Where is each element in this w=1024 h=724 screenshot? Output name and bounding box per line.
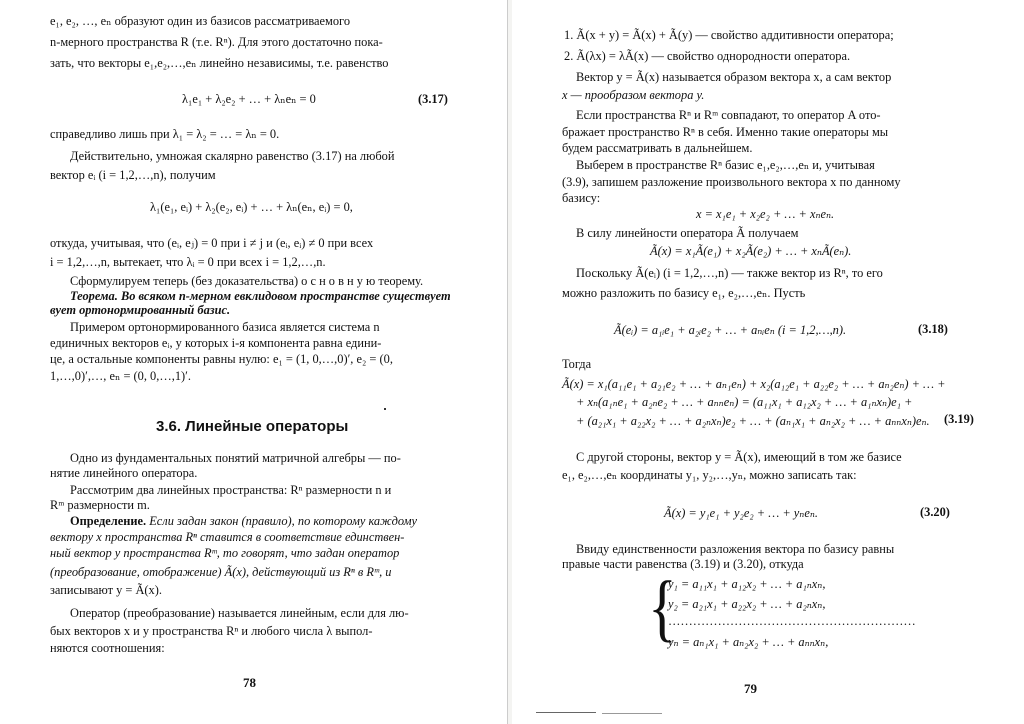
definition-text: (преобразование, отображение) Ã(x), действующий из Rⁿ в Rᵐ, и <box>50 565 392 579</box>
text-line: правые части равенства (3.19) и (3.20), откуда <box>562 557 804 571</box>
theorem-text: Во всяком n-мерном евклидовом пространстве существует <box>120 289 451 303</box>
definition-text: Если задан закон (правило), по которому каждому <box>149 514 418 528</box>
text-line: зать, что векторы e₁,e₂,…,eₙ линейно независимы, т.е. равенство <box>50 56 389 70</box>
text-line: Рассмотрим два линейных пространства: Rⁿ размерности n и <box>70 483 392 497</box>
equation-number: (3.17) <box>418 92 448 106</box>
definition-text: ный вектор y пространства Rᵐ, то говорят, что задан оператор <box>50 546 400 560</box>
left-page <box>0 0 508 724</box>
text-line: 1. Ã(x + y) = Ã(x) + Ã(y) — свойство аддитивности оператора; <box>564 28 894 42</box>
text-line: можно разложить по базису e₁, e₂,…,eₙ. Пусть <box>562 286 806 300</box>
theorem <box>70 289 451 304</box>
text-line: x — прообразом вектора y. <box>562 88 705 102</box>
text-line: Тогда <box>562 357 592 371</box>
text-line: записывают y = Ã(x). <box>50 583 162 597</box>
text-line: вектор eᵢ (i = 1,2,…,n), получим <box>50 168 216 182</box>
text-line: справедливо лишь при λ₁ = λ₂ = … = λₙ = 0. <box>50 127 280 141</box>
text-line: Примером ортонормированного базиса является система n <box>70 320 380 334</box>
text-line: 2. Ã(λx) = λÃ(x) — свойство однородности оператора. <box>564 49 851 63</box>
text-line: Сформулируем теперь (без доказательства) о с н о в н у ю теорему. <box>70 274 424 288</box>
page-number: 79 <box>744 681 757 696</box>
equation-ax: Ã(x) = x₁Ã(e₁) + x₂Ã(e₂) + … + xₙÃ(eₙ). <box>650 244 852 258</box>
equation-3-19-line: + xₙ(a₁ₙe₁ + a₂ₙe₂ + … + aₙₙeₙ) = (a₁₁x₁ + a₁₂x₂ + … + a₁ₙxₙ)e₁ + <box>576 395 913 409</box>
equation-x: x = x₁e₁ + x₂e₂ + … + xₙeₙ. <box>696 207 835 221</box>
speck <box>384 408 386 410</box>
text-line: единичных векторов eᵢ, у которых i-я компонента равна едини- <box>50 336 382 350</box>
definition-label: Определение. <box>70 514 147 528</box>
text-line: i = 1,2,…,n, вытекает, что λᵢ = 0 при всех i = 1,2,…,n. <box>50 255 326 269</box>
page-number: 78 <box>243 675 256 690</box>
section-heading: 3.6. Линейные операторы <box>156 418 349 435</box>
system-line: yₙ = aₙ₁x₁ + aₙ₂x₂ + … + aₙₙxₙ, <box>668 635 829 649</box>
text-line: Одно из фундаментальных понятий матричной алгебры — по- <box>70 451 401 465</box>
text-line: В силу линейности оператора Ã получаем <box>576 226 799 240</box>
text-line: откуда, учитывая, что (eᵢ, eⱼ) = 0 при i ≠ j и (eᵢ, eᵢ) ≠ 0 при всех <box>50 236 374 250</box>
text-line: Оператор (преобразование) называется линейным, если для лю- <box>70 606 409 620</box>
scan-line <box>536 712 596 713</box>
equation-number: (3.20) <box>920 505 950 519</box>
right-page <box>512 0 1024 724</box>
text-line: Действительно, умножая скалярно равенство (3.17) на любой <box>70 149 395 163</box>
equation-3-18: Ã(eᵢ) = a₁ᵢe₁ + a₂ᵢe₂ + … + aₙᵢeₙ (i = 1,2,…,n). <box>614 323 847 337</box>
definition <box>70 514 417 529</box>
system-line: y₁ = a₁₁x₁ + a₁₂x₂ + … + a₁ₙxₙ, <box>668 577 826 591</box>
definition-text: вектору x пространства Rⁿ ставится в соответствие единствен- <box>50 530 405 544</box>
system-brace: { <box>648 566 677 649</box>
system-line: y₂ = a₂₁x₁ + a₂₂x₂ + … + a₂ₙxₙ, <box>668 597 826 611</box>
text-line: це, а остальные компоненты равны нулю: e₁ = (1, 0,…,0)′, e₂ = (0, <box>50 352 393 366</box>
text-line: няются соотношения: <box>50 641 165 655</box>
text-line: Вектор y = Ã(x) называется образом вектора x, а сам вектор <box>576 70 892 84</box>
text-line: 1,…,0)′,…, eₙ = (0, 0,…,1)′. <box>50 369 191 383</box>
text-line: нятие линейного оператора. <box>50 466 198 480</box>
text-line: будем рассматривать в дальнейшем. <box>562 141 753 155</box>
text-line: n-мерного пространства R (т.е. Rⁿ). Для этого достаточно пока- <box>50 35 383 49</box>
system-line: …………………………………………………… <box>668 614 916 628</box>
text-line: Ввиду единственности разложения вектора по базису равны <box>576 542 895 556</box>
text-line: Rᵐ размерности m. <box>50 498 150 512</box>
equation-3-19-line: + (a₂₁x₁ + a₂₂x₂ + … + a₂ₙxₙ)e₂ + … + (aₙ₁x₁ + aₙ₂x₂ + … + aₙₙxₙ)eₙ. <box>576 414 930 428</box>
theorem-text: вует ортонормированный базис. <box>50 303 231 317</box>
equation-3-20: Ã(x) = y₁e₁ + y₂e₂ + … + yₙeₙ. <box>664 506 818 520</box>
text-line: С другой стороны, вектор y = Ã(x), имеющий в том же базисе <box>576 450 902 464</box>
text-line: бых векторов x и y пространства Rⁿ и любого числа λ выпол- <box>50 624 373 638</box>
text-line: базису: <box>562 191 601 205</box>
scan-line <box>602 713 662 714</box>
text-line: Поскольку Ã(eᵢ) (i = 1,2,…,n) — также вектор из Rⁿ, то его <box>576 266 883 280</box>
equation-3-19-line: Ã(x) = x₁(a₁₁e₁ + a₂₁e₂ + … + aₙ₁eₙ) + x₂(a₁₂e₁ + a₂₂e₂ + … + aₙ₂eₙ) + … + <box>562 377 946 391</box>
text-line: Если пространства Rⁿ и Rᵐ совпадают, то оператор A ото- <box>576 108 881 122</box>
equation-number: (3.19) <box>944 412 974 426</box>
equation-scalar: λ₁(e₁, eᵢ) + λ₂(e₂, eᵢ) + … + λₙ(eₙ, eᵢ) = 0, <box>150 200 353 214</box>
equation-3-17: λ₁e₁ + λ₂e₂ + … + λₙeₙ = 0 <box>182 92 316 106</box>
text-line: Выберем в пространстве Rⁿ базис e₁,e₂,…,eₙ и, учитывая <box>576 158 875 172</box>
theorem-label: Теорема. <box>70 289 118 303</box>
text-line: бражает пространство Rⁿ в себя. Именно такие операторы мы <box>562 125 889 139</box>
text-line: e₁, e₂,…,eₙ координаты y₁, y₂,…,yₙ, можно записать так: <box>562 468 857 482</box>
equation-number: (3.18) <box>918 322 948 336</box>
text-line: (3.9), запишем разложение произвольного вектора x по данному <box>562 175 901 189</box>
text-line: e₁, e₂, …, eₙ образуют один из базисов рассматриваемого <box>50 14 351 28</box>
